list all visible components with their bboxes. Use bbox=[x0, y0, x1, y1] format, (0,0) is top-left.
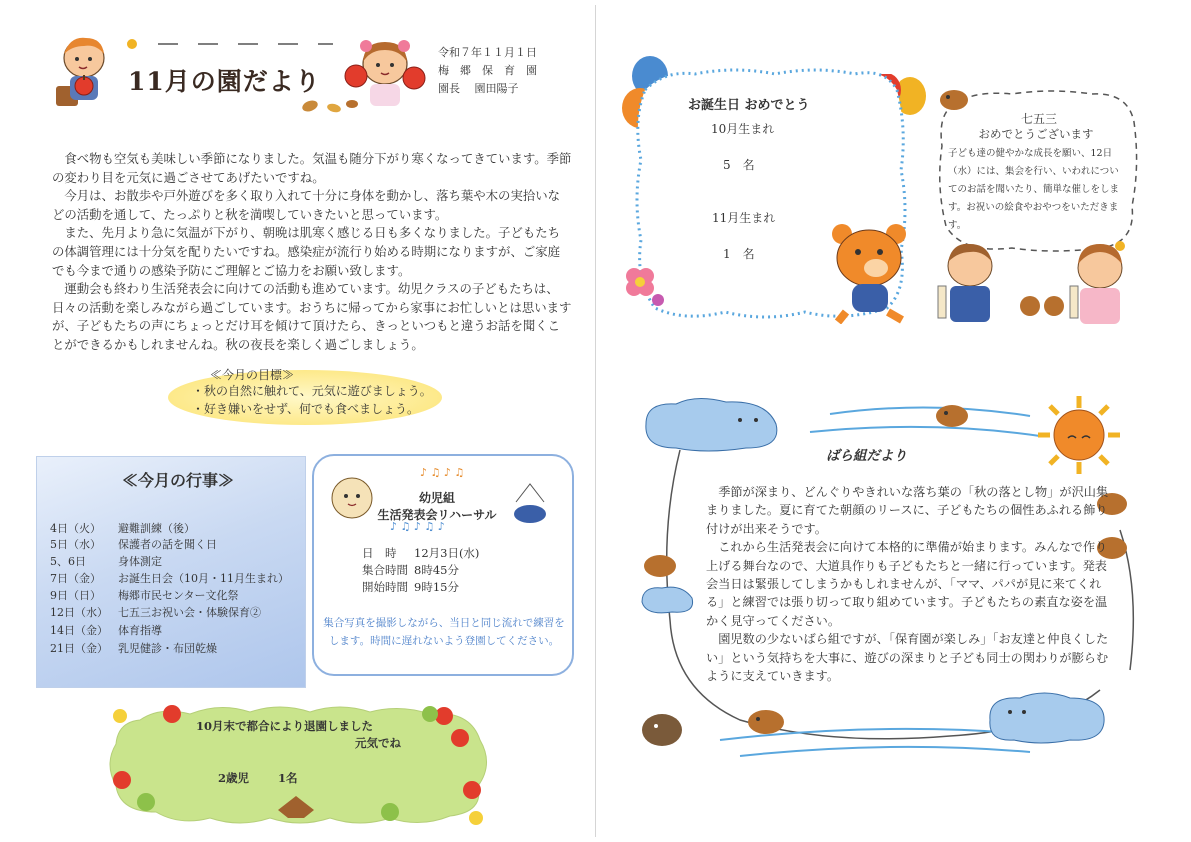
director-name: 園長 園田陽子 bbox=[438, 82, 519, 95]
birthday-oct-count: 5 名 bbox=[723, 158, 755, 172]
sparrow-icon bbox=[934, 84, 974, 114]
goal-item: ・好き嫌いをせず、何でも食べましょう。 bbox=[192, 402, 420, 416]
rehearsal-label: 集合時間 bbox=[362, 563, 408, 577]
event-date: 14日（金） bbox=[50, 624, 108, 637]
intro-text bbox=[52, 150, 572, 355]
bear-icon bbox=[816, 212, 922, 324]
flower-icon bbox=[612, 256, 672, 316]
issue-date: 令和７年１１月１日 bbox=[438, 46, 537, 59]
svg-text:♪ ♫ ♪ ♫: ♪ ♫ ♪ ♫ bbox=[420, 466, 465, 479]
decorative-dash-line bbox=[118, 36, 348, 52]
birthday-title: お誕生日 おめでとう bbox=[688, 98, 810, 113]
rehearsal-row bbox=[362, 545, 479, 561]
rehearsal-label: 日 時 bbox=[362, 546, 397, 560]
nursery-name: 梅 郷 保 育 園 bbox=[438, 64, 537, 77]
leaving-age: 2歳児 bbox=[218, 771, 250, 785]
event-name: 体育指導 bbox=[118, 624, 162, 637]
event-row bbox=[50, 553, 162, 569]
event-name: 保護者の話を聞く日 bbox=[118, 538, 217, 551]
sparrow-icon bbox=[932, 400, 976, 432]
event-row bbox=[50, 536, 217, 552]
intro-paragraph: 運動会も終わり生活発表会に向けての活動も進めています。幼児クラスの子どもたちは、日々の活動を楽しみながら過ごしています。おうちに帰ってから家事にお忙しいとは思いますが、子どもたちの声にちょっとだけ耳を傾けて頂けたら、きっといつもと違うお話を聞くことができるかもしれませんね。秋の夜長を楽しく過ごしましょう。 bbox=[52, 281, 572, 352]
rehearsal-row bbox=[362, 562, 459, 578]
leaf-icon bbox=[300, 96, 360, 116]
goal-list bbox=[192, 382, 432, 418]
event-row bbox=[50, 622, 162, 638]
event-name: 梅郷市民センター文化祭 bbox=[118, 589, 239, 602]
svg-text:♪ ♫ ♪ ♫ ♪: ♪ ♫ ♪ ♫ ♪ bbox=[390, 520, 445, 532]
rehearsal-value: 12月3日(水) bbox=[414, 546, 480, 560]
bara-paragraph: 園児数の少ないばら組ですが、「保育園が楽しみ」「お友達と仲良くしたい」という気持ちを大事に、遊びの深まりと子ども同士の関わりが膨らむように支えていきます。 bbox=[706, 632, 1109, 684]
leaving-count: 1名 bbox=[278, 771, 298, 785]
event-name: 身体測定 bbox=[118, 555, 162, 568]
birthday-nov-count: 1 名 bbox=[723, 247, 755, 261]
event-row bbox=[50, 587, 239, 603]
event-name: 乳児健診・布団乾燥 bbox=[118, 642, 217, 655]
event-date: 21日（金） bbox=[50, 642, 108, 655]
shichigosan-subtitle: おめでとうございます bbox=[978, 127, 1094, 141]
cloud-icon bbox=[636, 394, 786, 458]
event-name: お誕生日会（10月・11月生まれ） bbox=[118, 572, 289, 585]
rehearsal-note: 集合写真を撮影しながら、当日と同じ流れで練習をします。時間に遅れないよう登園してください。 bbox=[323, 617, 565, 647]
rehearsal-value: 8時45分 bbox=[414, 563, 459, 577]
leaving-subtitle: 元気でね bbox=[355, 736, 401, 750]
bara-paragraph: 季節が深まり、どんぐりやきれいな落ち葉の「秋の落とし物」が沢山集まりました。夏に育てた朝顔のリースに、子どもたちの個性あふれる飾り付けが出来そうです。 bbox=[706, 485, 1109, 536]
boy-apple-icon bbox=[52, 34, 124, 110]
page-title: 11月の園だより bbox=[128, 67, 321, 96]
rehearsal-row bbox=[362, 579, 459, 595]
event-name: 避難訓練（後） bbox=[118, 522, 195, 535]
event-date: 5、6日 bbox=[50, 555, 86, 568]
rehearsal-title bbox=[362, 490, 512, 524]
sparrow-icon bbox=[638, 550, 698, 620]
event-date: 9日（日） bbox=[50, 589, 101, 602]
sun-icon bbox=[1034, 394, 1124, 476]
cloud-icon bbox=[980, 686, 1110, 746]
goal-title: ≪今月の目標≫ bbox=[210, 368, 295, 382]
rehearsal-title-line: 幼児組 bbox=[418, 491, 455, 505]
events-title: ≪今月の行事≫ bbox=[122, 471, 235, 490]
intro-paragraph: 食べ物も空気も美味しい季節になりました。気温も随分下がり寒くなってきています。季節の変わり目を元気に過ごさせてあげたいですね。 bbox=[52, 151, 572, 185]
goal-item: ・秋の自然に触れて、元気に遊びましょう。 bbox=[192, 384, 432, 398]
event-date: 7日（金） bbox=[50, 572, 101, 585]
rehearsal-title-line: 生活発表会リハーサル bbox=[377, 508, 497, 522]
event-row bbox=[50, 570, 289, 586]
bara-body bbox=[706, 483, 1118, 685]
bara-paragraph: これから生活発表会に向けて本格的に準備が始まります。みんなで作り上げる舞台なので、大道具作りも子どもたちと一緒に行っています。発表会当日は緊張してしまうかもしれませんが、「ママ、パパが見に来てくれる」と練習では張り切って取り組めています。子どもたちの素直な姿を温かく見守ってください。 bbox=[706, 540, 1108, 628]
event-date: 4日（火） bbox=[50, 522, 101, 535]
birthday-nov-label: 11月生まれ bbox=[712, 211, 776, 225]
birthday-oct-label: 10月生まれ bbox=[711, 122, 775, 136]
intro-paragraph: 今月は、お散歩や戸外遊びを多く取り入れて十分に身体を動かし、落ち葉や木の実拾いなどの活動を通して、たっぷりと秋を満喫していきたいと思っています。 bbox=[52, 188, 561, 222]
bara-title: ばら組だより bbox=[826, 448, 907, 464]
sparrow-icon bbox=[636, 706, 690, 752]
event-date: 12日（水） bbox=[50, 606, 108, 619]
event-row bbox=[50, 640, 217, 656]
sparrow-icon bbox=[740, 704, 790, 740]
header-meta bbox=[438, 44, 537, 98]
shichigosan-title: 七五三 bbox=[1020, 112, 1057, 126]
page-divider bbox=[595, 5, 596, 837]
intro-paragraph: また、先月より急に気温が下がり、朝晩は肌寒く感じる日も多くなりました。子どもたちの体調管理には十分気を配りたいですね。感染症が流行り始める時期になりますが、ご家庭でも今まで通りの感染予防にご理解とご協力をお願い致します。 bbox=[52, 225, 561, 278]
event-name: 七五三お祝い会・体験保育② bbox=[118, 606, 261, 619]
leaving-title: 10月末で都合により退園しました bbox=[196, 719, 374, 733]
shichigosan-body: 子ども達の健やかな成長を願い、12日（水）には、集会を行い、いわれについてのお話を聞いたり、簡単な催しをします。お祝いの絵食やおやつをいただきます。 bbox=[948, 148, 1120, 231]
rehearsal-value: 9時15分 bbox=[414, 580, 459, 594]
children-icon bbox=[930, 236, 1140, 328]
rehearsal-label: 開始時間 bbox=[362, 580, 408, 594]
event-row bbox=[50, 520, 195, 536]
event-row bbox=[50, 604, 261, 620]
event-date: 5日（水） bbox=[50, 538, 101, 551]
